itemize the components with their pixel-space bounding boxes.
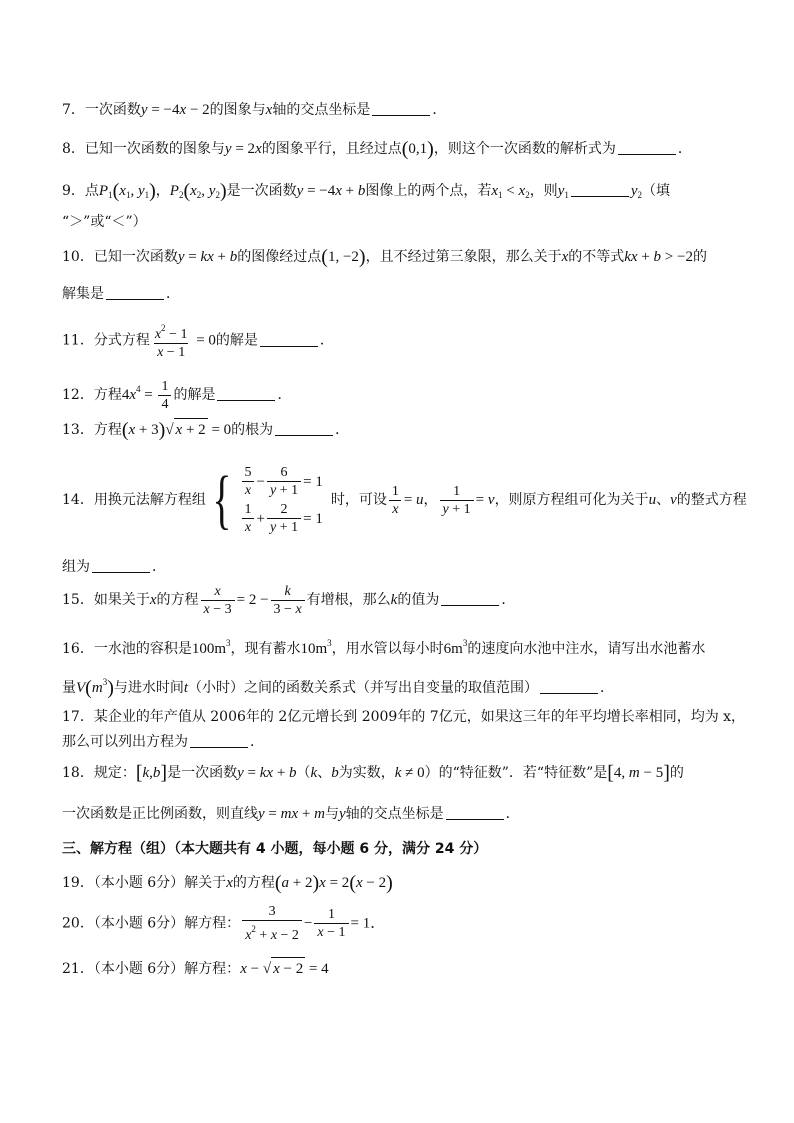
question-16: 16．一水池的容积是$100m^3$，现有蓄水$10m^3$，用水管以每小时$6m^3$的速度向水池中注水，请写出水池蓄水 — [62, 638, 706, 657]
fraction: $\frac{x^2 - 1}{x - 1}$ — [154, 323, 188, 360]
math-formula: y = −4x − 2 — [140, 102, 210, 118]
question-9-cont: “＞”或“＜”） — [62, 214, 147, 230]
question-12: 12．方程$4x^4$ = $\frac{1}{4}$ 的解是 ． — [62, 378, 292, 412]
answer-blank[interactable] — [260, 332, 318, 347]
question-14: 14． 用换元法解方程组 { $\frac{5}{x}$ − $\frac{6}{y + 1}$ = 1 $\frac{1}{x}$ + $\frac{2}{y + 1}$ = 1 时，可设 $\frac{1}{x}$ = u ， $\frac{1}{y + 1}$ = v ，则原方程组可化为关于 u 、 v 的整式方程 — [62, 463, 747, 536]
answer-blank[interactable] — [540, 679, 598, 694]
answer-blank[interactable] — [106, 285, 164, 300]
question-19: 19．（本小题 6分）解关于x的方程(a + 2)x = 2(x − 2) — [62, 872, 393, 894]
answer-blank[interactable] — [92, 558, 150, 573]
answer-blank[interactable] — [372, 101, 430, 116]
question-13: 13．方程(x + 3)√ x + 2 = 0的根为 ． — [62, 419, 350, 441]
answer-blank[interactable] — [275, 421, 333, 436]
answer-blank[interactable] — [446, 805, 504, 820]
question-11: 11．分式方程 $\frac{x^2 - 1}{x - 1}$ = 0的解是 ． — [62, 320, 334, 361]
answer-blank[interactable] — [618, 140, 676, 155]
answer-blank[interactable] — [441, 591, 499, 606]
question-21: 21．（本小题 6分）解方程：x − √ x − 2 = 4 — [62, 957, 329, 980]
question-9: 9．点$P_1(x_1$, $y_1$)，$P_2(x_2$, $y_2$)是一次函数y = −4x + b图像上的两个点，若$x_1 < x_2$，则$y_1$ $y_2$（填 — [62, 180, 671, 202]
section-3-title: 三、解方程（组）（本大题共有 4 小题，每小题 6 分，满分 24 分） — [62, 841, 488, 857]
question-18: 18．规定：[k,b]是一次函数y = kx + b（k、b为实数，k ≠ 0）的“特征数”．若“特征数”是[4, m − 5]的 — [62, 762, 684, 784]
question-20: 20．（本小题 6分）解方程： $\frac{3}{x^2 + x - 2}$ − $\frac{1}{x - 1}$ = 1． — [62, 904, 386, 943]
question-10: 10．已知一次函数y = kx + b的图像经过点(1, −2)，且不经过第三象限，那么关于x的不等式kx + b > −2的 — [62, 246, 707, 268]
question-17-cont: 那么可以列出方程为 ． — [62, 734, 264, 750]
question-8: 8．已知一次函数的图象与y = 2x的图象平行，且经过点(0,1)，则这个一次函数的解析式为 ． — [62, 138, 692, 160]
equation-system: { $\frac{5}{x}$ − $\frac{6}{y + 1}$ = 1 $\frac{1}{x}$ + $\frac{2}{y + 1}$ = 1 — [212, 463, 323, 536]
question-16-cont: 量$V(m^3)$与进水时间t（小时）之间的函数关系式（并写出自变量的取值范围） ． — [62, 677, 615, 699]
fraction: $\frac{1}{4}$ — [158, 378, 171, 413]
answer-blank[interactable] — [190, 733, 248, 748]
question-14-cont: 组为 ． — [62, 559, 166, 575]
answer-blank[interactable] — [571, 182, 629, 197]
question-7: 7．一次函数y = −4x − 2的图象与x轴的交点坐标是 ． — [62, 102, 447, 118]
question-18-cont: 一次函数是正比例函数，则直线y = mx + m与y轴的交点坐标是 ． — [62, 806, 520, 822]
question-15: 15．如果关于x的方程 $\frac{x}{x - 3}$ = 2 − $\frac{k}{3 - x}$ 有增根，那么k的值为 ． — [62, 583, 516, 617]
answer-blank[interactable] — [217, 386, 275, 401]
question-17: 17．某企业的年产值从 2006年的 2亿元增长到 2009年的 7亿元，如果这三年的年平均增长率相同，均为 x， — [62, 709, 746, 725]
question-10-cont: 解集是 ． — [62, 286, 180, 302]
